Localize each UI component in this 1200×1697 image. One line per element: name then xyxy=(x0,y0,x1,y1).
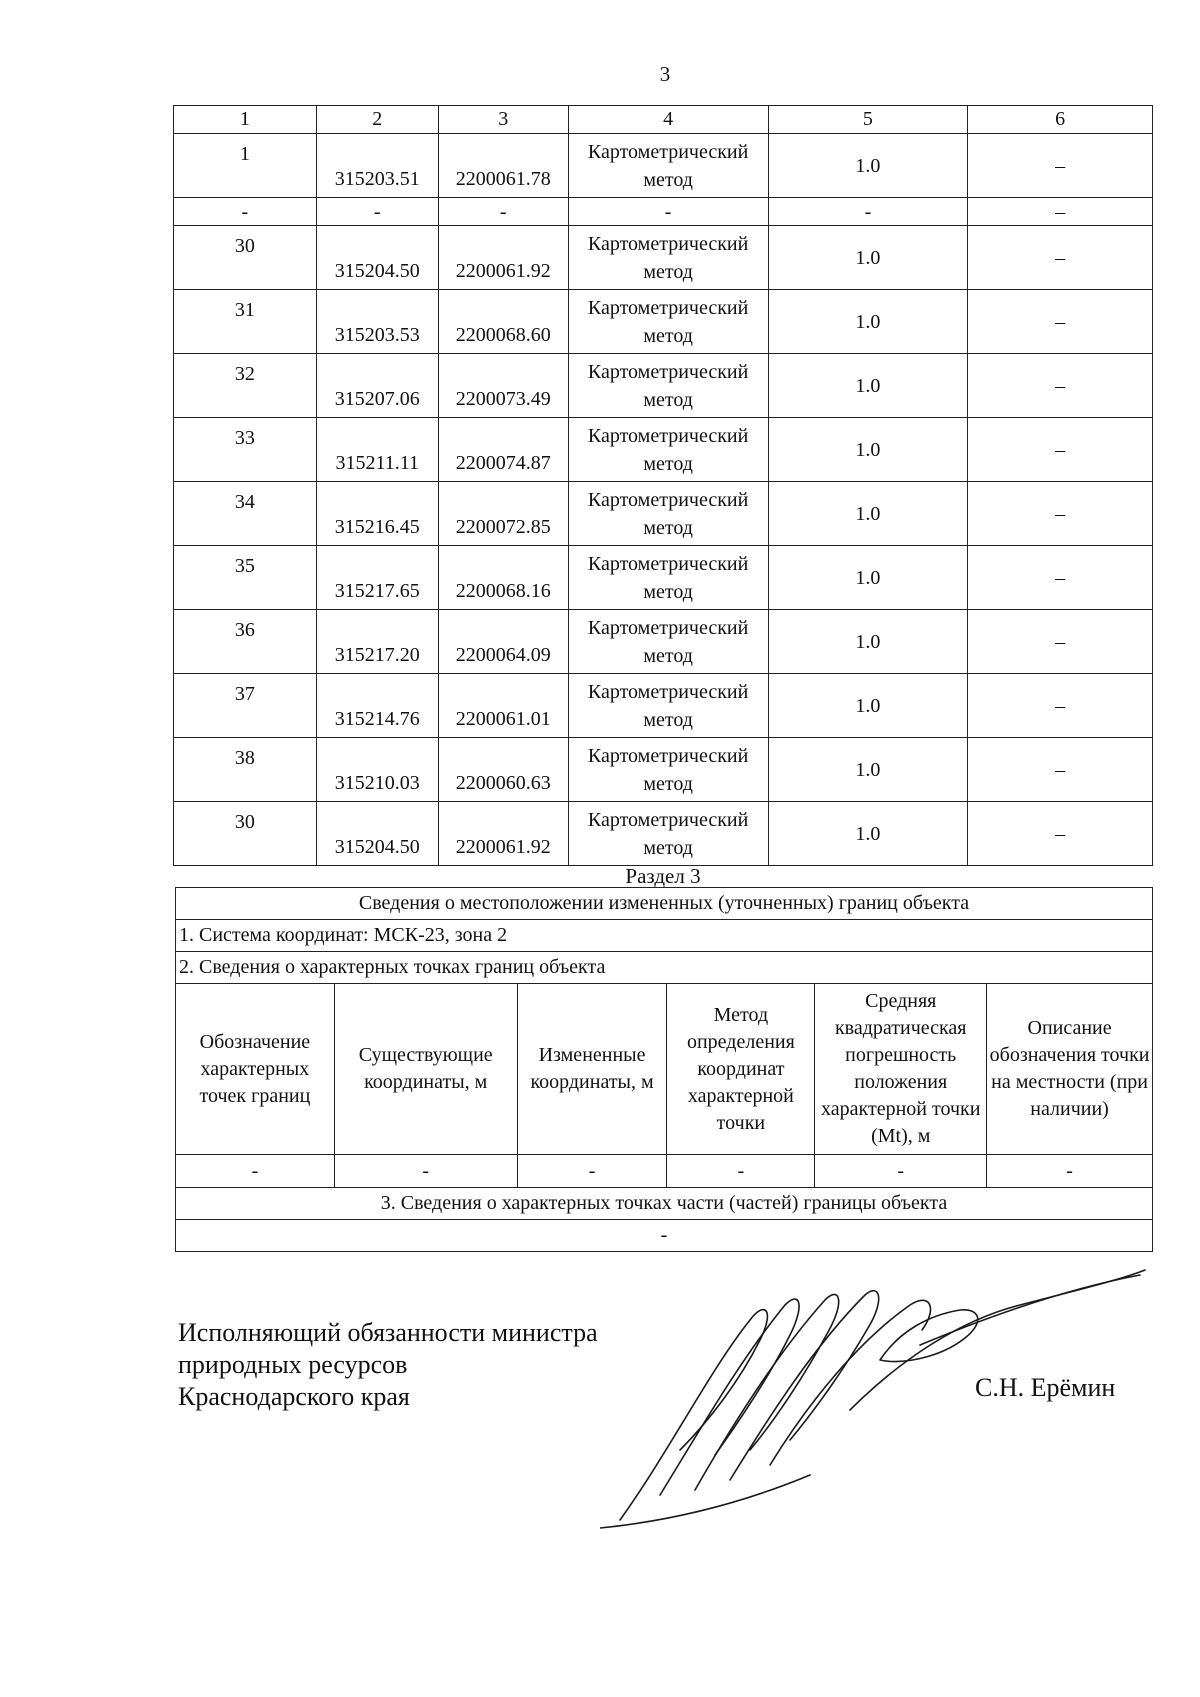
column-header: 1 xyxy=(174,106,317,134)
column-header: 3 xyxy=(438,106,568,134)
table-cell: Картометрический метод xyxy=(568,674,768,738)
table-cell: 1.0 xyxy=(768,134,968,198)
table-cell: – xyxy=(968,738,1153,802)
table-cell: Картометрический метод xyxy=(568,418,768,482)
table-cell: – xyxy=(968,134,1153,198)
column-header: 2 xyxy=(316,106,438,134)
table-cell: 2200061.92 xyxy=(438,802,568,866)
table-cell: 315204.50 xyxy=(316,226,438,290)
table-cell: Картометрический метод xyxy=(568,738,768,802)
table-row xyxy=(174,802,1153,866)
table-row xyxy=(174,610,1153,674)
table-cell: - xyxy=(768,198,968,226)
table-cell: 32 xyxy=(174,354,317,418)
table-row xyxy=(174,674,1153,738)
table-cell: 1.0 xyxy=(768,226,968,290)
points-heading: 2. Сведения о характерных точках границ объекта xyxy=(176,952,1153,984)
table-cell: 315216.45 xyxy=(316,482,438,546)
table-cell: 38 xyxy=(174,738,317,802)
table-cell: 2200061.78 xyxy=(438,134,568,198)
table-cell: 37 xyxy=(174,674,317,738)
table-row xyxy=(174,198,1153,226)
signatory-line: Исполняющий обязанности министра xyxy=(178,1318,598,1347)
table-cell: – xyxy=(968,290,1153,354)
column-header: Метод определения координат характерной точки xyxy=(667,984,815,1155)
column-header: 5 xyxy=(768,106,968,134)
table-cell: 2200073.49 xyxy=(438,354,568,418)
table-row xyxy=(174,134,1153,198)
table-cell: 315214.76 xyxy=(316,674,438,738)
table-cell: - xyxy=(438,198,568,226)
table-cell: 1.0 xyxy=(768,290,968,354)
coordinates-table xyxy=(173,105,1153,866)
column-header: Обозначение характерных точек границ xyxy=(176,984,335,1155)
table-cell: – xyxy=(968,226,1153,290)
table-cell: - xyxy=(667,1155,815,1188)
table-cell: 315217.65 xyxy=(316,546,438,610)
table-cell: Картометрический метод xyxy=(568,802,768,866)
table-cell: 2200061.01 xyxy=(438,674,568,738)
table-cell: 315217.20 xyxy=(316,610,438,674)
table-cell: 1.0 xyxy=(768,674,968,738)
signer-name: С.Н. Ерёмин xyxy=(975,1373,1116,1402)
signatory-position xyxy=(178,1317,598,1413)
table-cell: 2200068.16 xyxy=(438,546,568,610)
table-cell: Картометрический метод xyxy=(568,134,768,198)
table-row xyxy=(174,226,1153,290)
table-cell: - xyxy=(815,1155,987,1188)
table-row xyxy=(174,546,1153,610)
table-cell: 33 xyxy=(174,418,317,482)
table-cell: - xyxy=(568,198,768,226)
table-cell: 31 xyxy=(174,290,317,354)
table-cell: - xyxy=(334,1155,517,1188)
column-header: 6 xyxy=(968,106,1153,134)
column-header: 4 xyxy=(568,106,768,134)
section3-table xyxy=(175,887,1153,1252)
table-cell: 1.0 xyxy=(768,418,968,482)
table-row xyxy=(176,1155,1153,1188)
table-row xyxy=(174,354,1153,418)
table-cell: 30 xyxy=(174,802,317,866)
table-cell: - xyxy=(176,1155,335,1188)
table-cell: 2200060.63 xyxy=(438,738,568,802)
signatory-line: Краснодарского края xyxy=(178,1382,410,1411)
table-row xyxy=(174,738,1153,802)
table-cell: 1.0 xyxy=(768,610,968,674)
table-cell: - xyxy=(517,1155,667,1188)
table-header-row xyxy=(174,106,1153,134)
table-cell: - xyxy=(174,198,317,226)
table-cell: Картометрический метод xyxy=(568,226,768,290)
table-cell: 2200074.87 xyxy=(438,418,568,482)
table-cell: 315210.03 xyxy=(316,738,438,802)
column-header: Существующие координаты, м xyxy=(334,984,517,1155)
table-cell: – xyxy=(968,546,1153,610)
column-header: Описание обозначения точки на местности (при наличии) xyxy=(987,984,1153,1155)
table-cell: 1.0 xyxy=(768,738,968,802)
table-row xyxy=(174,290,1153,354)
table-cell: Картометрический метод xyxy=(568,354,768,418)
table-cell: - xyxy=(316,198,438,226)
table-cell: 315211.11 xyxy=(316,418,438,482)
table-cell: 315203.53 xyxy=(316,290,438,354)
table-cell: Картометрический метод xyxy=(568,546,768,610)
coordinate-system: 1. Система координат: МСК-23, зона 2 xyxy=(176,920,1153,952)
table-cell: 1.0 xyxy=(768,546,968,610)
table-cell: 36 xyxy=(174,610,317,674)
table-cell: – xyxy=(968,610,1153,674)
table-cell: 30 xyxy=(174,226,317,290)
section3-header-row xyxy=(176,984,1153,1155)
signatory-line: природных ресурсов xyxy=(178,1350,408,1379)
table-cell: 1.0 xyxy=(768,802,968,866)
table-cell: – xyxy=(968,418,1153,482)
column-header: Измененные координаты, м xyxy=(517,984,667,1155)
table-cell: 2200072.85 xyxy=(438,482,568,546)
table-cell: Картометрический метод xyxy=(568,610,768,674)
table-cell: – xyxy=(968,354,1153,418)
table-cell: 35 xyxy=(174,546,317,610)
section-title: Раздел 3 xyxy=(625,864,701,888)
table-cell: – xyxy=(968,674,1153,738)
table-row xyxy=(174,482,1153,546)
table-cell: – xyxy=(968,802,1153,866)
table-cell: Картометрический метод xyxy=(568,290,768,354)
table-cell: 315203.51 xyxy=(316,134,438,198)
page-number: 3 xyxy=(659,62,671,86)
table-cell: 2200064.09 xyxy=(438,610,568,674)
parts-heading: 3. Сведения о характерных точках части (частей) границы объекта xyxy=(176,1188,1153,1220)
table-cell: 1 xyxy=(174,134,317,198)
table-row xyxy=(174,418,1153,482)
table-cell: Картометрический метод xyxy=(568,482,768,546)
table-cell: 315204.50 xyxy=(316,802,438,866)
table-cell: 315207.06 xyxy=(316,354,438,418)
section-heading: Сведения о местоположении измененных (уточненных) границ объекта xyxy=(176,888,1153,920)
table-cell: – xyxy=(968,198,1153,226)
table-cell: - xyxy=(987,1155,1153,1188)
table-cell: 1.0 xyxy=(768,354,968,418)
table-cell: 2200068.60 xyxy=(438,290,568,354)
table-cell: 34 xyxy=(174,482,317,546)
table-cell: 2200061.92 xyxy=(438,226,568,290)
column-header: Средняя квадратическая погрешность положения характерной точки (Mt), м xyxy=(815,984,987,1155)
parts-value: - xyxy=(176,1220,1153,1252)
table-cell: 1.0 xyxy=(768,482,968,546)
table-cell: – xyxy=(968,482,1153,546)
